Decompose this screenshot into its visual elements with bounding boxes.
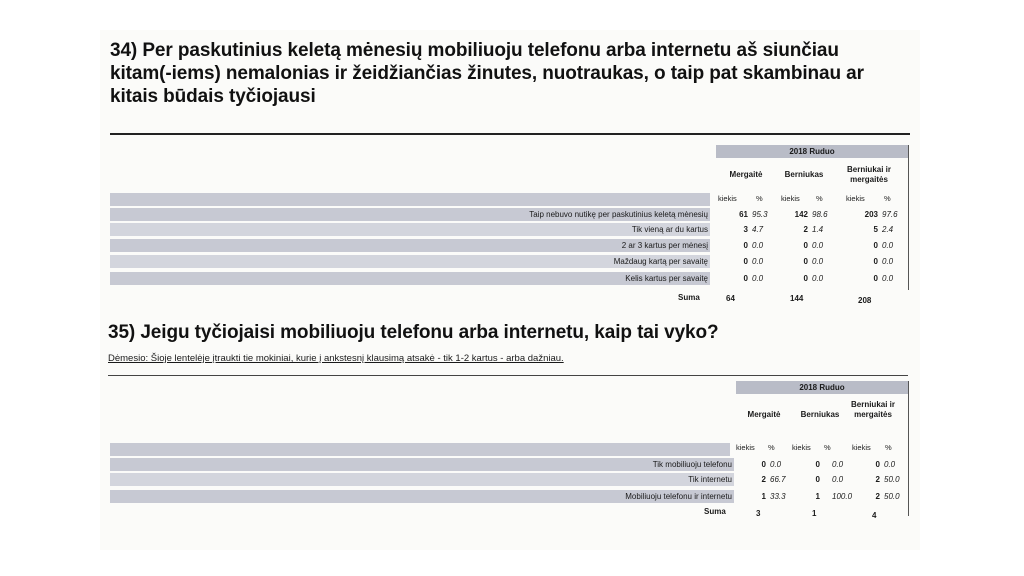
girls-count: 2 — [761, 475, 766, 484]
q35-season-band — [736, 381, 908, 394]
boys-pct: 0.0 — [812, 274, 824, 283]
total-count: 2 — [875, 492, 880, 501]
boys-count: 142 — [794, 210, 808, 219]
total-pct: 0.0 — [882, 274, 894, 283]
boys-count: 0 — [803, 274, 808, 283]
q35-title: 35) Jeigu tyčiojaisi mobiliuoju telefonu arba internetu, kaip tai vyko? — [108, 322, 719, 343]
table-row — [110, 239, 710, 252]
q35-sum-label: Suma — [704, 507, 726, 516]
total-count: 5 — [873, 225, 878, 234]
total-pct: 50.0 — [884, 475, 900, 484]
boys-count: 2 — [803, 225, 808, 234]
q34-sub-count-2: kiekis — [781, 194, 800, 203]
girls-count: 1 — [761, 492, 766, 501]
table-row — [110, 223, 710, 236]
boys-pct: 0.0 — [832, 460, 844, 469]
scanned-page — [100, 30, 920, 550]
q34-season-band — [716, 145, 908, 158]
girls-count: 0 — [761, 460, 766, 469]
boys-count: 1 — [815, 492, 820, 501]
row-label: Mobiliuoju telefonu ir internetu — [625, 492, 732, 501]
q35-sum-girls: 3 — [756, 509, 761, 518]
q35-sub-pct-3: % — [885, 443, 892, 452]
girls-pct: 95.3 — [752, 210, 768, 219]
q35-table-edge — [908, 381, 909, 516]
total-count: 0 — [875, 460, 880, 469]
boys-pct: 100.0 — [832, 492, 853, 501]
boys-pct: 0.0 — [812, 241, 824, 250]
girls-count: 61 — [739, 210, 748, 219]
q35-col-boys: Berniukas — [800, 410, 840, 419]
q35-sub-count-2: kiekis — [792, 443, 811, 452]
q35-divider — [108, 375, 908, 376]
q35-sum-boys: 1 — [812, 509, 817, 518]
q34-col-boys: Berniukas — [784, 170, 824, 179]
boys-count: 0 — [803, 241, 808, 250]
q35-col-total: Berniukai ir mergaitės — [850, 400, 895, 419]
boys-pct: 1.4 — [812, 225, 824, 234]
row-label: Tik mobiliuoju telefonu — [652, 460, 732, 469]
q34-divider — [110, 133, 910, 135]
q34-title-line2: kitam(-iems) nemalonias ir žeidžiančias žinutes, nuotraukas, o taip pat skambinau ar — [110, 63, 864, 84]
row-label: Maždaug kartą per savaitę — [613, 257, 708, 266]
q34-sum-label: Suma — [678, 293, 700, 302]
q34-sub-pct-3: % — [884, 194, 891, 203]
q35-col-girls: Mergaitė — [747, 410, 781, 419]
girls-pct: 0.0 — [752, 257, 764, 266]
girls-pct: 0.0 — [770, 460, 782, 469]
girls-pct: 66.7 — [770, 475, 786, 484]
girls-pct: 0.0 — [752, 241, 764, 250]
q35-sum-total: 4 — [872, 511, 877, 520]
total-count: 0 — [873, 274, 878, 283]
total-pct: 50.0 — [884, 492, 900, 501]
q34-sub-pct-1: % — [756, 194, 763, 203]
total-count: 0 — [873, 257, 878, 266]
boys-count: 0 — [803, 257, 808, 266]
q34-sub-pct-2: % — [816, 194, 823, 203]
q34-table-edge — [908, 145, 909, 290]
q34-sub-count-3: kiekis — [846, 194, 865, 203]
total-pct: 97.6 — [882, 210, 898, 219]
q34-sum-girls: 64 — [726, 294, 735, 303]
row-label: Kelis kartus per savaitę — [625, 274, 708, 283]
q34-sum-total: 208 — [858, 296, 872, 305]
q34-title-line1: 34) Per paskutinius keletą mėnesių mobiliuoju telefonu arba internetu aš siunčiau — [110, 40, 839, 61]
table-row — [110, 473, 734, 486]
row-label: Tik internetu — [688, 475, 732, 484]
girls-count: 0 — [743, 241, 748, 250]
girls-count: 3 — [743, 225, 748, 234]
table-row — [110, 272, 710, 285]
girls-pct: 4.7 — [752, 225, 764, 234]
row-label: Taip nebuvo nutikę per paskutinius keletą mėnesių — [529, 210, 708, 219]
q35-sub-pct-2: % — [824, 443, 831, 452]
q34-band — [110, 193, 710, 206]
q35-sub-count-3: kiekis — [852, 443, 871, 452]
total-pct: 0.0 — [884, 460, 896, 469]
row-label: 2 ar 3 kartus per mėnesį — [621, 241, 708, 250]
boys-count: 0 — [815, 460, 820, 469]
total-count: 0 — [873, 241, 878, 250]
boys-pct: 0.0 — [832, 475, 844, 484]
q35-note: Dėmesio: Šioje lentelėje įtraukti tie mokiniai, kurie į ankstesnį klausimą atsakė - tik 1-2 kartus - arba dažniau. — [108, 353, 564, 364]
q35-band — [110, 443, 730, 456]
boys-count: 0 — [815, 475, 820, 484]
q34-col-girls: Mergaitė — [729, 170, 763, 179]
q35-sub-count-1: kiekis — [736, 443, 755, 452]
q34-sum-boys: 144 — [790, 294, 804, 303]
total-pct: 0.0 — [882, 257, 894, 266]
q34-season: 2018 Ruduo — [789, 147, 835, 156]
row-label: Tik vieną ar du kartus — [631, 225, 708, 234]
total-pct: 0.0 — [882, 241, 894, 250]
q34-sub-count-1: kiekis — [718, 194, 737, 203]
total-pct: 2.4 — [882, 225, 894, 234]
q35-sub-pct-1: % — [768, 443, 775, 452]
girls-pct: 33.3 — [770, 492, 786, 501]
total-count: 203 — [864, 210, 878, 219]
girls-pct: 0.0 — [752, 274, 764, 283]
boys-pct: 0.0 — [812, 257, 824, 266]
total-count: 2 — [875, 475, 880, 484]
q35-season: 2018 Ruduo — [799, 383, 845, 392]
q34-col-total: Berniukai ir mergaitės — [846, 165, 891, 184]
boys-pct: 98.6 — [812, 210, 828, 219]
q34-title-line3: kitais būdais tyčiojausi — [110, 86, 316, 107]
table-row — [110, 458, 734, 471]
girls-count: 0 — [743, 274, 748, 283]
girls-count: 0 — [743, 257, 748, 266]
